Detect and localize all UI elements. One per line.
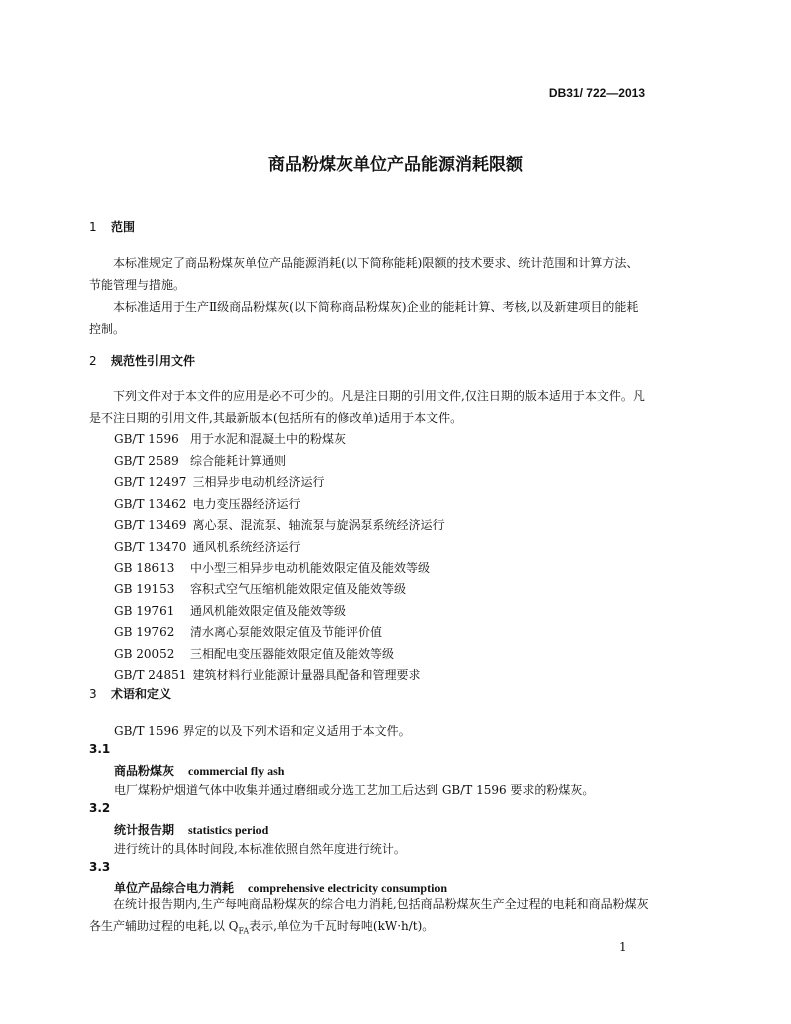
reference-name: 综合能耗计算通则 — [190, 454, 287, 468]
reference-code: GB/T 13470 — [114, 540, 187, 554]
reference-name: 三相异步电动机经济运行 — [192, 475, 325, 489]
reference-item — [114, 602, 346, 619]
document-title: 商品粉煤灰单位产品能源消耗限额 — [268, 155, 523, 175]
reference-name: 电力变压器经济运行 — [192, 497, 301, 511]
term-heading — [114, 821, 268, 838]
subscript: FA — [238, 926, 250, 936]
section-title: 规范性引用文件 — [111, 354, 196, 368]
paragraph: 本标准规定了商品粉煤灰单位产品能源消耗(以下简称能耗)限额的技术要求、统计范围和计算方法、节能管理与措施。 — [89, 256, 639, 292]
page-number: 1 — [619, 940, 627, 954]
term-en: comprehensive electricity consumption — [248, 881, 448, 895]
reference-name: 通风机系统经济运行 — [192, 540, 301, 554]
reference-item — [114, 430, 346, 447]
reference-name: 中小型三相异步电动机能效限定值及能效等级 — [190, 561, 431, 575]
term-heading — [114, 762, 284, 779]
section-number: 1 — [89, 220, 97, 234]
reference-code: GB 18613 — [114, 561, 175, 575]
reference-item — [114, 538, 300, 555]
term-definition — [89, 893, 649, 942]
reference-name: 清水离心泵能效限定值及节能评价值 — [190, 625, 383, 639]
term-definition: 电厂煤粉炉烟道气体中收集并通过磨细或分选工艺加工后达到 GB/T 1596 要求的粉煤灰。 — [114, 783, 595, 797]
reference-item — [114, 495, 300, 512]
term-zh: 单位产品综合电力消耗 — [114, 881, 235, 895]
reference-item — [114, 580, 406, 597]
reference-name: 通风机能效限定值及能效等级 — [190, 604, 347, 618]
reference-item — [114, 559, 430, 576]
reference-name: 用于水泥和混凝土中的粉煤灰 — [190, 432, 347, 446]
standard-code: DB31/ 722—2013 — [548, 86, 645, 100]
reference-name: 建筑材料行业能源计量器具配备和管理要求 — [192, 668, 421, 682]
paragraph: 本标准适用于生产Ⅱ级商品粉煤灰(以下简称商品粉煤灰)企业的能耗计算、考核,以及新建项目的能耗控制。 — [89, 300, 639, 336]
reference-item — [114, 473, 324, 490]
reference-item — [114, 645, 394, 662]
reference-code: GB/T 2589 — [114, 454, 179, 468]
term-number: 3.1 — [89, 742, 111, 756]
term-en: statistics period — [188, 823, 269, 837]
reference-code: GB/T 12497 — [114, 475, 187, 489]
paragraph: 下列文件对于本文件的应用是必不可少的。凡是注日期的引用文件,仅注日期的版本适用于本文件。凡是不注日期的引用文件,其最新版本(包括所有的修改单)适用于本文件。 — [89, 389, 645, 425]
section-number: 3 — [89, 687, 97, 701]
reference-code: GB 19762 — [114, 625, 175, 639]
reference-name: 离心泵、混流泵、轴流泵与旋涡泵系统经济运行 — [192, 518, 445, 532]
term-definition-text: 在统计报告期内,生产每吨商品粉煤灰的综合电力消耗,包括商品粉煤灰生产全过程的电耗和商品粉煤灰各生产辅助过程的电耗,以 Q — [89, 897, 649, 933]
reference-code: GB/T 13462 — [114, 497, 187, 511]
reference-code: GB/T 13469 — [114, 518, 187, 532]
reference-code: GB 20052 — [114, 647, 175, 661]
reference-item — [114, 623, 382, 640]
reference-item — [114, 516, 444, 533]
section-3-heading — [89, 685, 171, 702]
reference-item — [114, 452, 286, 469]
term-definition-text: 表示,单位为千瓦时每吨(kW·h/t)。 — [249, 919, 435, 933]
reference-code: GB 19153 — [114, 582, 175, 596]
reference-item — [114, 666, 420, 683]
section-1-heading — [89, 218, 135, 235]
term-en: commercial fly ash — [188, 764, 285, 778]
section-2-heading — [89, 352, 195, 369]
section-title: 术语和定义 — [111, 687, 172, 701]
term-number: 3.2 — [89, 801, 111, 815]
term-zh: 统计报告期 — [114, 823, 175, 837]
reference-code: GB 19761 — [114, 604, 175, 618]
section-number: 2 — [89, 354, 97, 368]
reference-code: GB/T 24851 — [114, 668, 187, 682]
term-number: 3.3 — [89, 860, 111, 874]
reference-name: 容积式空气压缩机能效限定值及能效等级 — [190, 582, 407, 596]
paragraph: GB/T 1596 界定的以及下列术语和定义适用于本文件。 — [114, 724, 411, 738]
term-zh: 商品粉煤灰 — [114, 764, 175, 778]
section-title: 范围 — [111, 220, 136, 234]
term-definition: 进行统计的具体时间段,本标准依照自然年度进行统计。 — [114, 842, 406, 856]
reference-name: 三相配电变压器能效限定值及能效等级 — [190, 647, 395, 661]
reference-code: GB/T 1596 — [114, 432, 179, 446]
